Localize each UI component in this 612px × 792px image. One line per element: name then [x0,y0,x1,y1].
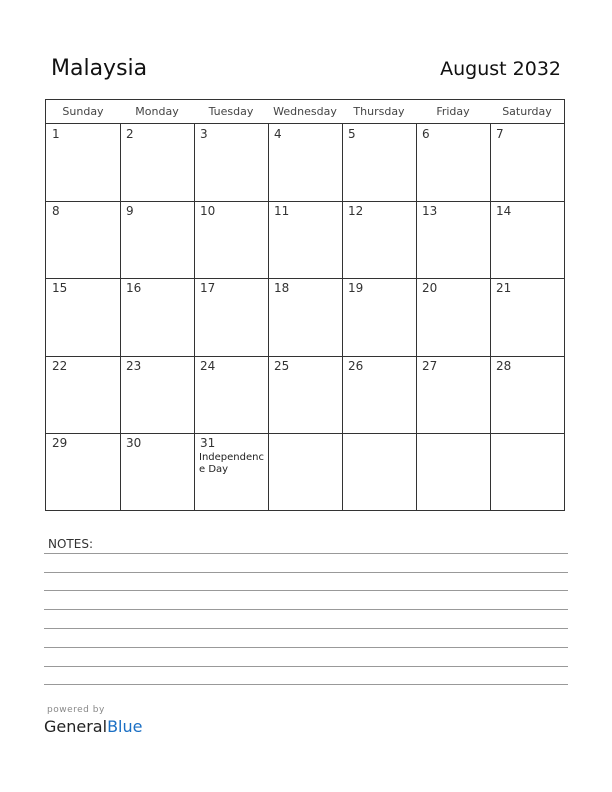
day-cell[interactable] [120,278,194,355]
country-title: Malaysia [51,56,148,81]
day-number: 20 [422,281,438,296]
weekday-monday: Monday [135,105,179,118]
day-number: 22 [52,358,68,373]
day-number: 6 [422,127,430,141]
day-cell[interactable] [194,433,268,510]
day-cell[interactable] [416,201,490,278]
day-cell[interactable] [46,356,120,433]
weekday-friday: Friday [436,105,470,118]
day-number: 19 [348,281,364,296]
day-cell[interactable] [416,124,490,201]
day-cell[interactable] [342,278,416,355]
day-cell[interactable] [194,356,268,433]
day-cell[interactable] [416,356,490,433]
day-number: 15 [52,281,68,296]
holiday-event: Independence Day [199,451,264,475]
day-number: 5 [348,127,356,141]
note-line [44,666,568,667]
day-cell[interactable] [342,124,416,201]
day-cell[interactable] [268,278,342,355]
calendar-grid [45,99,565,511]
day-number: 18 [274,281,290,296]
day-number: 28 [496,358,512,373]
day-number: 7 [496,127,504,141]
day-cell[interactable] [342,433,416,510]
day-number: 29 [52,435,68,450]
day-cell[interactable] [46,124,120,201]
day-number: 8 [52,204,60,219]
day-number: 1 [52,127,60,141]
day-number: 25 [274,358,290,373]
day-cell[interactable] [46,433,120,510]
day-cell[interactable] [342,356,416,433]
day-number: 3 [200,127,208,141]
day-cell[interactable] [490,278,564,355]
day-number: 12 [348,204,364,219]
day-cell[interactable] [416,433,490,510]
day-number: 26 [348,358,364,373]
note-line [44,553,568,554]
weekday-tuesday: Tuesday [208,105,254,118]
note-line [44,609,568,610]
day-cell[interactable] [490,433,564,510]
day-cell[interactable] [342,201,416,278]
powered-by-text: powered by [47,705,105,715]
note-line [44,684,568,685]
day-cell[interactable] [268,433,342,510]
generalblue-logo [44,717,142,736]
day-number: 24 [200,358,216,373]
note-line [44,647,568,648]
day-number: 9 [126,204,134,219]
day-cell[interactable] [46,201,120,278]
day-number: 4 [274,127,282,141]
day-number: 27 [422,358,438,373]
day-number: 2 [126,127,134,141]
note-line [44,572,568,573]
weekday-sunday: Sunday [62,105,104,118]
day-cell[interactable] [194,278,268,355]
weekday-header [46,100,564,124]
brand-blue: Blue [107,717,143,736]
day-cell[interactable] [416,278,490,355]
brand-general: General [44,717,108,736]
day-number: 16 [126,281,142,296]
day-cell[interactable] [268,201,342,278]
day-number: 30 [126,435,142,450]
weekday-wednesday: Wednesday [273,105,337,118]
note-line [44,628,568,629]
day-cell[interactable] [490,201,564,278]
day-number: 11 [274,204,290,219]
day-cell[interactable] [490,124,564,201]
day-cell[interactable] [120,124,194,201]
day-cell[interactable] [120,433,194,510]
day-cell[interactable] [194,201,268,278]
day-number: 31 [200,435,216,450]
day-cell[interactable] [120,201,194,278]
day-cell[interactable] [120,356,194,433]
weekday-thursday: Thursday [353,105,405,118]
day-number: 14 [496,204,512,219]
day-number: 21 [496,281,512,296]
day-number: 17 [200,281,216,296]
day-cell[interactable] [194,124,268,201]
day-cell[interactable] [268,356,342,433]
day-number: 23 [126,358,142,373]
day-cell[interactable] [46,278,120,355]
day-cell[interactable] [268,124,342,201]
day-number: 10 [200,204,216,219]
notes-label: NOTES: [48,537,93,551]
weekday-saturday: Saturday [502,105,552,118]
month-title: August 2032 [440,58,561,80]
day-cell[interactable] [490,356,564,433]
day-number: 13 [422,204,438,219]
note-line [44,590,568,591]
